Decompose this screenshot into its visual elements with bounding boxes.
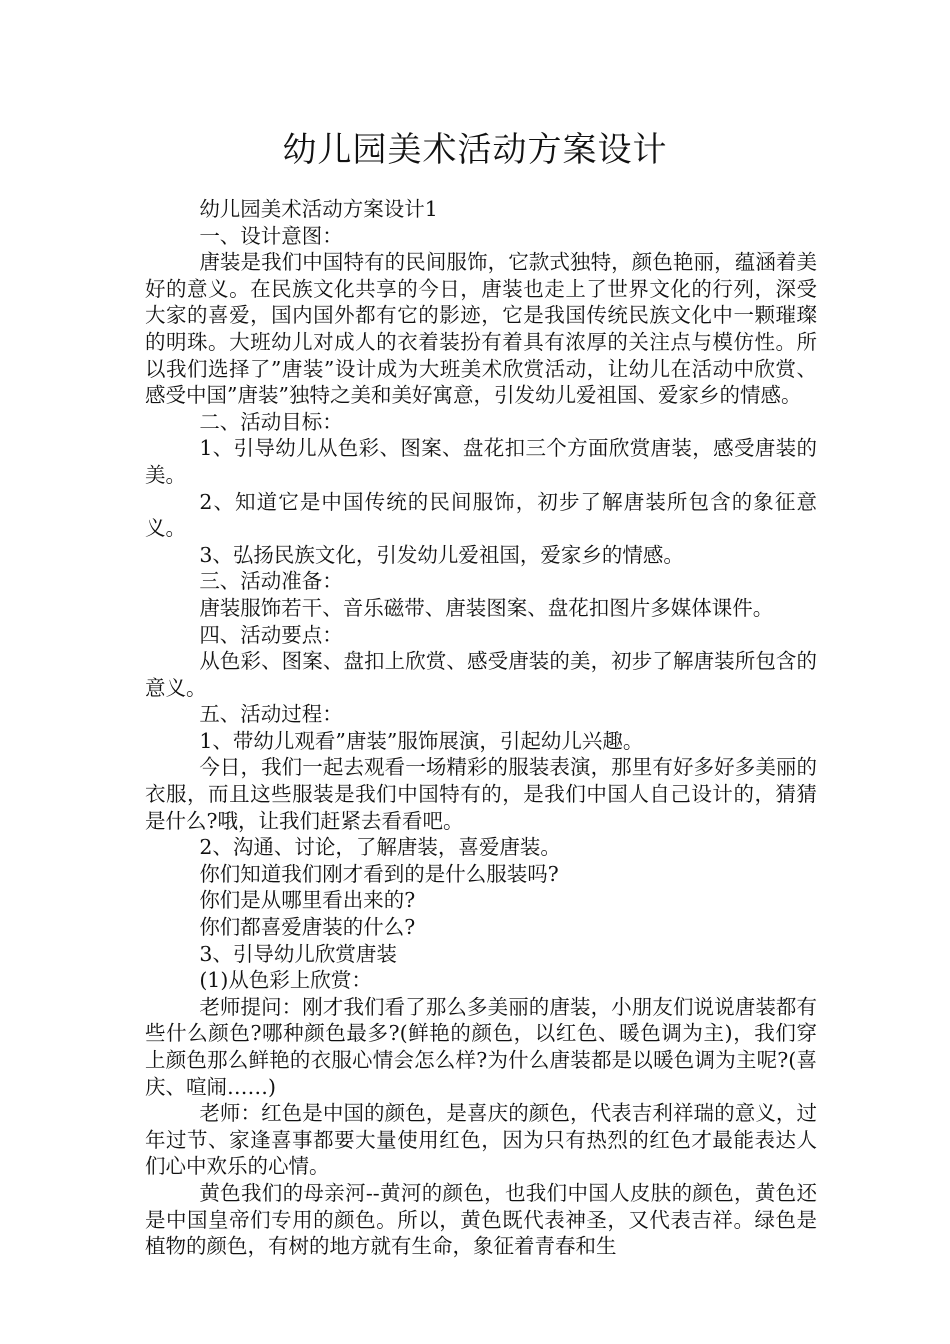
paragraph: 你们知道我们刚才看到的是什么服装吗? — [199, 861, 559, 886]
paragraph: 唐装服饰若干、音乐磁带、唐装图案、盘花扣图片多媒体课件。 — [199, 595, 774, 620]
list-item: (1)从色彩上欣赏： — [199, 968, 372, 993]
paragraph: 老师提问：刚才我们看了那么多美丽的唐装，小朋友们说说唐装都有些什么颜色?哪种颜色最多?(鲜艳的颜色，以红色、暖色调为主)，我们穿上颜色那么鲜艳的衣服心情会怎么样?为什么唐装都是以暖色调为主呢?(喜庆、喧闹……) — [145, 994, 817, 1099]
section-heading: 一、设计意图： — [199, 223, 343, 248]
section-heading: 四、活动要点： — [199, 622, 343, 647]
list-item: 2、知道它是中国传统的民间服饰，初步了解唐装所包含的象征意义。 — [145, 489, 817, 541]
section-heading: 五、活动过程： — [199, 702, 343, 727]
section-heading: 三、活动准备： — [199, 569, 343, 594]
section-heading: 二、活动目标： — [199, 409, 343, 434]
document-body — [145, 196, 817, 1260]
document-title: 幼儿园美术活动方案设计 — [282, 130, 668, 170]
list-item: 1、带幼儿观看”唐装”服饰展演，引起幼儿兴趣。 — [199, 728, 644, 753]
list-item: 2、沟通、讨论，了解唐装，喜爱唐装。 — [199, 835, 561, 860]
list-item: 3、弘扬民族文化，引发幼儿爱祖国，爱家乡的情感。 — [199, 542, 684, 567]
paragraph: 你们都喜爱唐装的什么? — [199, 915, 416, 940]
list-item: 1、引导幼儿从色彩、图案、盘花扣三个方面欣赏唐装，感受唐装的美。 — [145, 436, 817, 487]
paragraph: 从色彩、图案、盘扣上欣赏、感受唐装的美，初步了解唐装所包含的意义。 — [145, 649, 817, 700]
paragraph: 你们是从哪里看出来的? — [199, 888, 416, 913]
paragraph: 唐装是我们中国特有的民间服饰，它款式独特，颜色艳丽，蕴涵着美好的意义。在民族文化共享的今日，唐装也走上了世界文化的行列，深受大家的喜爱，国内国外都有它的影迹，它是我国传统民族文化中一颗璀璨的明珠。大班幼儿对成人的衣着装扮有着具有浓厚的关注点与模仿性。所以我们选择了”唐装”设计成为大班美术欣赏活动，让幼儿在活动中欣赏、感受中国”唐装”独特之美和美好寓意，引发幼儿爱祖国、爱家乡的情感。 — [145, 250, 817, 408]
section-heading: 幼儿园美术活动方案设计1 — [199, 197, 438, 221]
paragraph: 今日，我们一起去观看一场精彩的服装表演，那里有好多好多美丽的衣服，而且这些服装是我们中国特有的，是我们中国人自己设计的，猜猜是什么?哦，让我们赶紧去看看吧。 — [145, 755, 817, 833]
list-item: 3、引导幼儿欣赏唐装 — [199, 941, 397, 966]
paragraph: 黄色我们的母亲河--黄河的颜色，也我们中国人皮肤的颜色，黄色还是中国皇帝们专用的颜色。所以，黄色既代表神圣，又代表吉祥。绿色是植物的颜色，有树的地方就有生命，象征着青春和生 — [145, 1180, 817, 1259]
paragraph: 老师：红色是中国的颜色，是喜庆的颜色，代表吉利祥瑞的意义，过年过节、家逢喜事都要大量使用红色，因为只有热烈的红色才最能表达人们心中欢乐的心情。 — [145, 1101, 817, 1179]
